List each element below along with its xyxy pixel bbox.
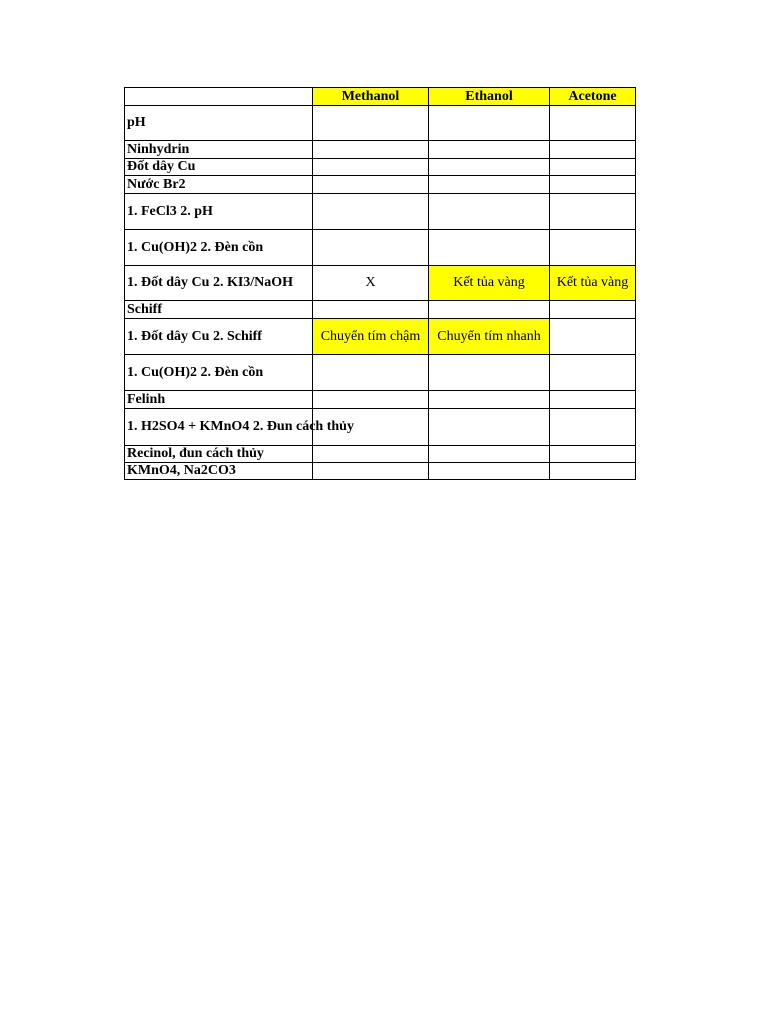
row-label: 1. Đốt dây Cu 2. KI3/NaOH	[125, 266, 313, 301]
ethanol-cell	[429, 355, 550, 391]
methanol-cell: Chuyển tím chậm	[313, 319, 429, 355]
row-label: Ninhydrin	[125, 141, 313, 159]
table-row	[125, 106, 636, 141]
acetone-cell	[550, 391, 636, 409]
ethanol-cell	[429, 463, 550, 480]
header-methanol: Methanol	[313, 88, 429, 106]
methanol-cell	[313, 194, 429, 230]
table-row	[125, 301, 636, 319]
table-row	[125, 463, 636, 480]
methanol-cell	[313, 355, 429, 391]
header-blank-cell	[125, 88, 313, 106]
row-label: Recinol, đun cách thủy	[125, 446, 313, 463]
acetone-cell	[550, 194, 636, 230]
ethanol-cell	[429, 141, 550, 159]
row-label: Đốt dây Cu	[125, 159, 313, 176]
row-label: 1. Cu(OH)2 2. Đèn cồn	[125, 230, 313, 266]
methanol-cell: X	[313, 266, 429, 301]
header-acetone: Acetone	[550, 88, 636, 106]
methanol-cell	[313, 463, 429, 480]
acetone-cell	[550, 176, 636, 194]
table-row	[125, 409, 636, 446]
ethanol-cell	[429, 194, 550, 230]
header-ethanol: Ethanol	[429, 88, 550, 106]
methanol-cell	[313, 141, 429, 159]
ethanol-cell	[429, 106, 550, 141]
ethanol-cell: Chuyển tím nhanh	[429, 319, 550, 355]
ethanol-cell	[429, 446, 550, 463]
methanol-cell	[313, 391, 429, 409]
table-row	[125, 194, 636, 230]
methanol-cell	[313, 106, 429, 141]
row-label: pH	[125, 106, 313, 141]
row-label: 1. Đốt dây Cu 2. Schiff	[125, 319, 313, 355]
acetone-cell: Kết tủa vàng	[550, 266, 636, 301]
table-row	[125, 141, 636, 159]
header-row	[125, 88, 636, 106]
ethanol-cell: Kết tủa vàng	[429, 266, 550, 301]
acetone-cell	[550, 463, 636, 480]
acetone-cell	[550, 409, 636, 446]
acetone-cell	[550, 230, 636, 266]
table-row	[125, 159, 636, 176]
row-label: Nước Br2	[125, 176, 313, 194]
table-row	[125, 230, 636, 266]
methanol-cell	[313, 230, 429, 266]
methanol-cell	[313, 446, 429, 463]
methanol-cell	[313, 176, 429, 194]
methanol-cell	[313, 159, 429, 176]
table-row	[125, 355, 636, 391]
ethanol-cell	[429, 230, 550, 266]
ethanol-cell	[429, 301, 550, 319]
row-label: 1. H2SO4 + KMnO4 2. Đun cách thủy	[125, 409, 313, 446]
ethanol-cell	[429, 391, 550, 409]
table-row	[125, 176, 636, 194]
table-row	[125, 266, 636, 301]
acetone-cell	[550, 106, 636, 141]
ethanol-cell	[429, 409, 550, 446]
row-label: KMnO4, Na2CO3	[125, 463, 313, 480]
acetone-cell	[550, 319, 636, 355]
acetone-cell	[550, 141, 636, 159]
row-label: 1. Cu(OH)2 2. Đèn cồn	[125, 355, 313, 391]
methanol-cell	[313, 301, 429, 319]
ethanol-cell	[429, 176, 550, 194]
acetone-cell	[550, 301, 636, 319]
acetone-cell	[550, 446, 636, 463]
reaction-table	[124, 87, 636, 480]
row-label: 1. FeCl3 2. pH	[125, 194, 313, 230]
table-row	[125, 391, 636, 409]
table-row	[125, 319, 636, 355]
row-label: Schiff	[125, 301, 313, 319]
ethanol-cell	[429, 159, 550, 176]
row-label: Felinh	[125, 391, 313, 409]
acetone-cell	[550, 159, 636, 176]
acetone-cell	[550, 355, 636, 391]
table-row	[125, 446, 636, 463]
